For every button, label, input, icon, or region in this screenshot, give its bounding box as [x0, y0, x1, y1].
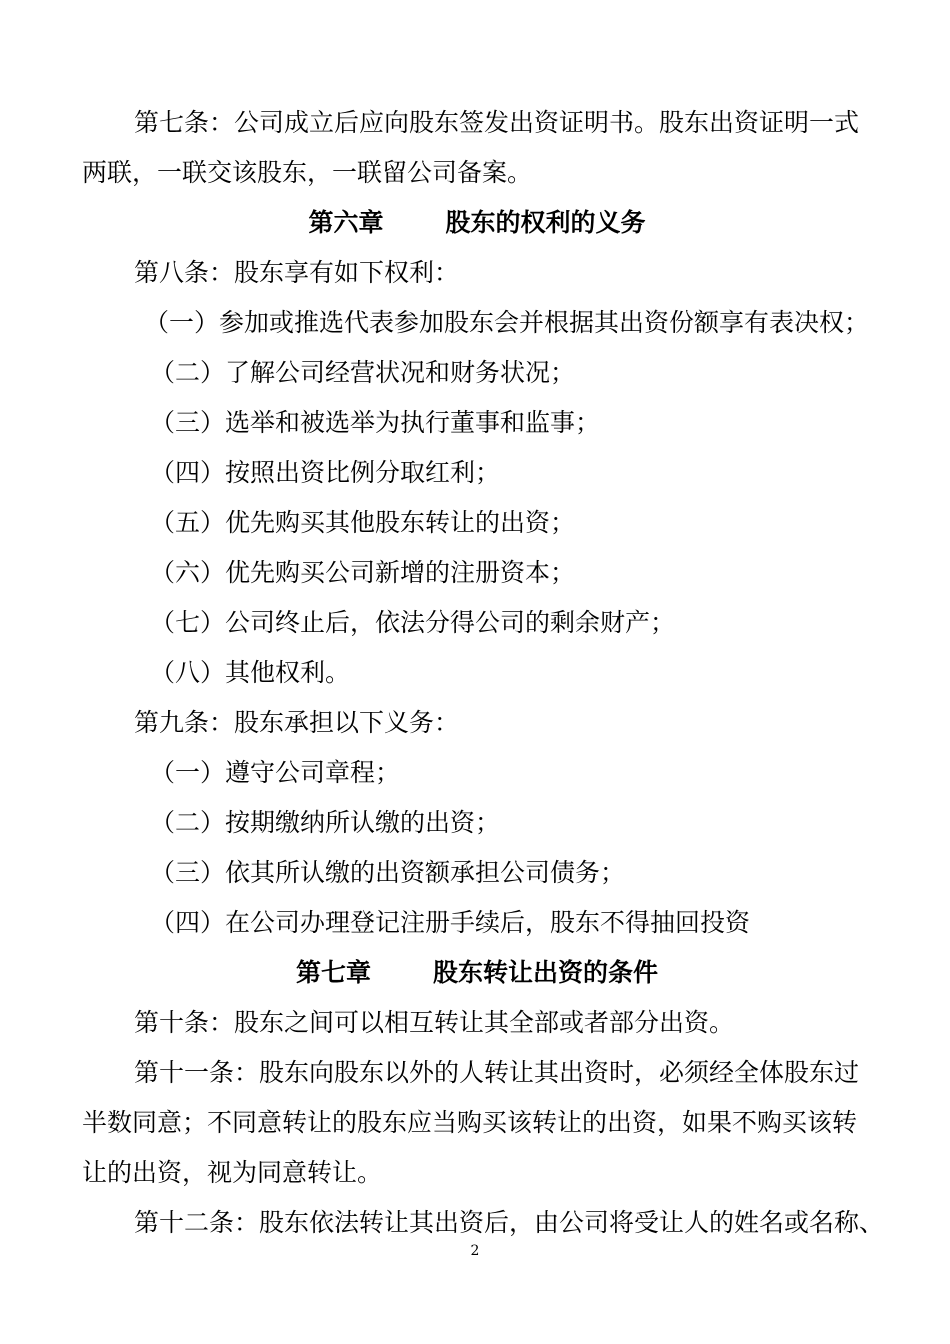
article-7-line-1: 第七条：公司成立后应向股东签发出资证明书。股东出资证明一式 [134, 108, 860, 137]
article-11-line-3: 让的出资，视为同意转让。 [82, 1158, 383, 1187]
chapter-7-title: 股东转让出资的条件 [433, 958, 659, 987]
article-12-line-1: 第十二条：股东依法转让其出资后，由公司将受让人的姓名或名称、 [134, 1208, 885, 1237]
article-7-line-2: 两联，一联交该股东，一联留公司备案。 [82, 158, 533, 187]
article-8-item-4: （四）按照出资比例分取红利； [150, 458, 501, 487]
article-11-line-2: 半数同意；不同意转让的股东应当购买该转让的出资，如果不购买该转 [82, 1108, 858, 1137]
article-10: 第十条：股东之间可以相互转让其全部或者部分出资。 [134, 1008, 735, 1037]
article-8-item-5: （五）优先购买其他股东转让的出资； [150, 508, 576, 537]
article-8-item-6: （六）优先购买公司新增的注册资本； [150, 558, 576, 587]
article-9-item-1: （一）遵守公司章程； [150, 758, 401, 787]
article-9-item-2: （二）按期缴纳所认缴的出资； [150, 808, 501, 837]
article-9-intro: 第九条：股东承担以下义务： [134, 708, 460, 737]
chapter-7-heading [82, 956, 872, 990]
article-9-item-4: （四）在公司办理登记注册手续后，股东不得抽回投资 [150, 908, 751, 937]
article-11-line-1: 第十一条：股东向股东以外的人转让其出资时，必须经全体股东过 [134, 1058, 860, 1087]
page-number: 2 [470, 1243, 480, 1259]
article-9-item-3: （三）依其所认缴的出资额承担公司债务； [150, 858, 626, 887]
article-8-item-7: （七）公司终止后，依法分得公司的剩余财产； [150, 608, 676, 637]
article-8-item-8: （八）其他权利。 [150, 658, 351, 687]
article-8-item-1: （一）参加或推选代表参加股东会并根据其出资份额享有表决权； [144, 308, 870, 337]
article-8-intro: 第八条：股东享有如下权利： [134, 258, 460, 287]
article-8-item-2: （二）了解公司经营状况和财务状况； [150, 358, 576, 387]
article-8-item-3: （三）选举和被选举为执行董事和监事； [150, 408, 601, 437]
chapter-6-number: 第六章 [308, 208, 384, 237]
chapter-6-title: 股东的权利的义务 [445, 208, 646, 237]
chapter-7-number: 第七章 [295, 958, 371, 987]
chapter-6-heading [82, 206, 872, 240]
